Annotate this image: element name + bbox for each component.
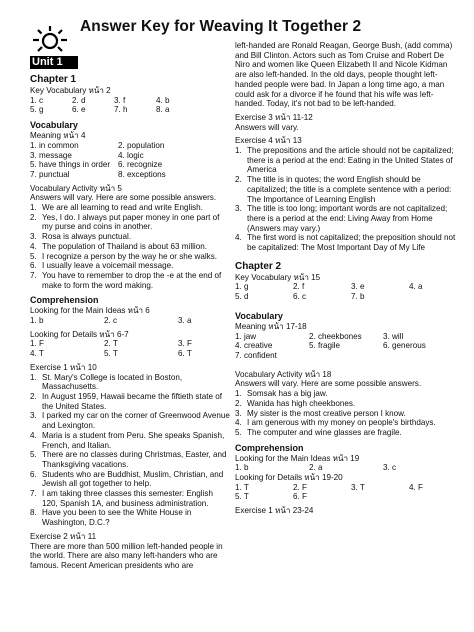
answer: 4. creative: [235, 341, 273, 351]
answer: 4. F: [409, 482, 423, 492]
answer: 2. f: [293, 282, 305, 292]
activity-list: [30, 203, 230, 290]
page-title: Answer Key for Weaving It Together 2: [80, 18, 362, 35]
answer: 2. F: [293, 482, 307, 492]
activity-label: Vocabulary Activity หน้า 18: [235, 369, 332, 379]
exercise-label: Exercise 2 หน้า 11: [30, 531, 97, 541]
list-item: 5. The computer and wine glasses are fragile.: [235, 427, 402, 437]
answer: 8. a: [156, 105, 170, 115]
exercise-2-text-continued: left-handed are Ronald Reagan, George Bush, (add comma) and Bill Clinton. Actors such as Tom Cruise and Robert De Niro and women like Queen Elizabeth II and Nicole Kidman are also left-handed. In the old days, people thought left-handed people were bad. In Japan a long time ago, a man could ask for a divorce if he found that his wife was left-handed. Today, it's not bad to be left-handed.: [235, 41, 453, 109]
details-answers: [235, 483, 460, 502]
answer: 2. d: [72, 95, 86, 105]
section-heading: Comprehension: [235, 442, 304, 453]
main-ideas-label: Looking for the Main Ideas หน้า 6: [30, 306, 150, 316]
list-item: 1. The prepositions and the article should not be capitalized; there is a period at the end: Eating in the United States of America: [235, 146, 454, 175]
list-item: 4. Maria is a student from Peru. She speaks Spanish, French, and Italian.: [30, 430, 225, 450]
answer: 3. will: [383, 331, 404, 341]
exercise-label: Exercise 1 หน้า 10: [30, 362, 97, 372]
meaning-answers: [235, 332, 460, 361]
answer: 1. g: [235, 282, 249, 292]
answer: 3. f: [114, 95, 126, 105]
list-item: 3. My sister is the most creative person I know.: [235, 408, 406, 418]
answer: 6. e: [72, 105, 86, 115]
list-item: 8. Have you been to see the White House in Washington, D.C.?: [30, 508, 192, 528]
answer: 7. punctual: [30, 169, 70, 179]
section-heading: Comprehension: [30, 295, 99, 306]
main-ideas-answers: [235, 463, 460, 473]
list-item: 1. St. Mary's College is located in Boston, Massachusetts.: [30, 372, 183, 392]
activity-label: Vocabulary Activity หน้า 5: [30, 183, 122, 193]
answer: 3. a: [178, 316, 192, 326]
activity-list: [235, 389, 460, 438]
main-ideas-label: Looking for the Main Ideas หน้า 19: [235, 453, 360, 463]
list-item: 4. I am generous with my money on people's birthdays.: [235, 418, 436, 428]
list-item: 1. Somsak has a big jaw.: [235, 389, 328, 399]
answer: 2. population: [118, 140, 165, 150]
answer: 1. T: [235, 482, 249, 492]
exercise-3-text: Answers will vary.: [235, 122, 299, 132]
activity-intro: Answers will vary. Here are some possible answers.: [30, 193, 217, 203]
right-column: [235, 41, 460, 516]
answer: 2. T: [104, 339, 118, 349]
answer: 3. e: [351, 282, 365, 292]
exercise-label: Exercise 3 หน้า 11-12: [235, 112, 313, 122]
key-vocab-answers: [30, 96, 230, 115]
answer: 4. b: [156, 95, 170, 105]
list-item: 3. I parked my car on the corner of Greenwood Avenue and Lexington.: [30, 411, 230, 431]
exercise-label: Exercise 4 หน้า 13: [235, 136, 302, 146]
left-column: [30, 70, 230, 571]
answer: 3. c: [383, 463, 397, 473]
answer: 1. jaw: [235, 331, 257, 341]
answer: 5. d: [235, 292, 249, 302]
list-item: 2. The title is in quotes; the word English should be capitalized; the title is a complete sentence with a period: The Importance of Learning English: [235, 175, 452, 204]
answer: 8. exceptions: [118, 169, 166, 179]
chapter-heading: Chapter 1: [30, 74, 77, 85]
key-vocab-label: Key Vocabulary หน้า 15: [235, 272, 321, 282]
exercise-2-text: There are more than 500 million left-handed people in the world. There are also many left-handers who are famous. Recent American presidents who are: [30, 541, 223, 570]
list-item: 7. You have to remember to drop the -e at the end of make to form the word making.: [30, 270, 222, 290]
list-item: 4. The first word is not capitalized; the preposition should not be capitalized: The Most Important Day of My Life: [235, 233, 456, 253]
answer: 6. T: [178, 349, 192, 359]
details-label: Looking for Details หน้า 6-7: [30, 329, 129, 339]
unit-label: Unit 1: [30, 56, 78, 69]
exercise-4-list: [235, 146, 460, 253]
list-item: 3. Rosa is always punctual.: [30, 232, 132, 242]
answer: 5. fragile: [309, 341, 341, 351]
list-item: 2. In August 1959, Hawaii became the fiftieth state of the United States.: [30, 391, 222, 411]
details-answers: [30, 339, 230, 358]
answer: 5. T: [104, 349, 118, 359]
answer: 3. message: [30, 150, 72, 160]
answer: 7. h: [114, 105, 128, 115]
list-item: 6. I usually leave a voicemail message.: [30, 261, 174, 271]
answer: 1. F: [30, 339, 44, 349]
exercise-label: Exercise 1 หน้า 23-24: [235, 506, 314, 516]
sun-logo-icon: [30, 24, 70, 54]
answer: 1. b: [235, 463, 249, 473]
section-heading: Vocabulary: [235, 310, 283, 321]
answer: 4. T: [30, 349, 44, 359]
activity-intro: Answers will vary. Here are some possible answers.: [235, 379, 422, 389]
answer: 1. in common: [30, 140, 79, 150]
list-item: 6. Students who are Buddhist, Muslim, Christian, and Jewish all got together to help.: [30, 469, 224, 489]
answer: 1. c: [30, 95, 44, 105]
answer: 2. cheekbones: [309, 331, 362, 341]
answer: 5. have things in order: [30, 160, 111, 170]
meaning-answers: [30, 141, 230, 180]
answer: 6. c: [293, 292, 307, 302]
key-vocab-answers: [235, 282, 460, 301]
answer: 2. c: [104, 316, 118, 326]
answer: 7. confident: [235, 350, 277, 360]
list-item: 3. The title is too long; important words are not capitalized; there is a period at the end: Living Away from Home (Answers may vary.): [235, 204, 448, 233]
list-item: 4. The population of Thailand is about 63 million.: [30, 241, 207, 251]
answer: 5. g: [30, 105, 44, 115]
key-vocab-label: Key Vocabulary หน้า 2: [30, 86, 111, 95]
answer: 4. logic: [118, 150, 144, 160]
main-ideas-answers: [30, 316, 230, 326]
list-item: 2. Yes, I do. I always put paper money in one part of my purse and coins in another.: [30, 212, 220, 232]
answer: 3. F: [178, 339, 192, 349]
list-item: 5. There are no classes during Christmas, Easter, and Thanksgiving vacations.: [30, 450, 227, 469]
answer: 6. generous: [383, 341, 426, 351]
list-item: 2. Wanida has high cheekbones.: [235, 398, 356, 408]
exercise-1-list: [30, 373, 230, 528]
answer: 2. a: [309, 463, 323, 473]
list-item: 1. We are all learning to read and write English.: [30, 203, 203, 213]
answer: 1. b: [30, 316, 44, 326]
answer: 7. b: [351, 292, 365, 302]
meaning-label: Meaning หน้า 4: [30, 131, 86, 141]
details-label: Looking for Details หน้า 19-20: [235, 473, 343, 483]
answer: 4. a: [409, 282, 423, 292]
meaning-label: Meaning หน้า 17-18: [235, 321, 307, 331]
chapter-heading: Chapter 2: [235, 260, 282, 272]
answer: 5. T: [235, 492, 249, 502]
answer: 6. F: [293, 492, 307, 502]
answer: 3. T: [351, 482, 365, 492]
list-item: 7. I am taking three classes this semester: English 120, Spanish 1A, and business administration.: [30, 489, 213, 508]
section-heading: Vocabulary: [30, 120, 78, 131]
answer: 6. recognize: [118, 160, 163, 170]
list-item: 5. I recognize a person by the way he or she walks.: [30, 251, 218, 261]
